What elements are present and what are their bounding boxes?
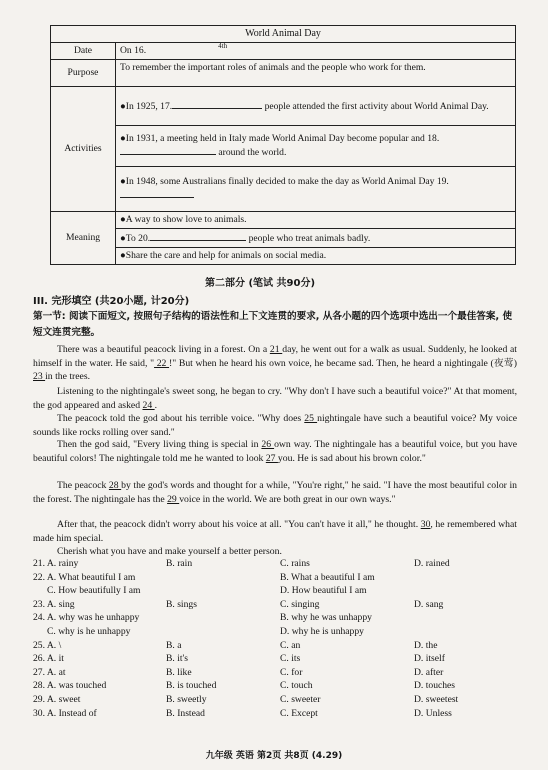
- option-25-d[interactable]: D. the: [414, 639, 438, 651]
- option-27-d[interactable]: D. after: [414, 666, 444, 678]
- meaning-2: ●To 20. people who treat animals badly.: [116, 229, 516, 248]
- activity-1: ●In 1925, 17. people attended the first activity about World Animal Day.: [116, 87, 516, 126]
- date-label: Date: [51, 43, 116, 60]
- option-24-b[interactable]: B. why he was unhappy: [280, 612, 372, 624]
- option-21-b[interactable]: B. rain: [166, 558, 193, 569]
- purpose-value: To remember the important roles of animals and the people who work for them.: [116, 60, 516, 87]
- question-24-cont: [33, 626, 517, 640]
- question-27: [33, 667, 517, 681]
- option-30-c[interactable]: C. Except: [280, 707, 318, 719]
- option-22-d[interactable]: D. How beautiful I am: [280, 585, 367, 597]
- option-23-c[interactable]: C. singing: [280, 598, 320, 610]
- blank-28[interactable]: 28: [108, 480, 122, 491]
- option-26-a[interactable]: 26. A. it: [33, 653, 64, 665]
- passage-paragraph-2: Listening to the nightingale's sweet song, he began to cry. "Why don't I have such a beautiful voice?" At that moment, the god appeared and asked 24 .: [33, 386, 517, 411]
- option-29-c[interactable]: C. sweeter: [280, 693, 321, 705]
- option-22-b[interactable]: B. What a beautiful I am: [280, 571, 375, 583]
- blank-19[interactable]: [120, 188, 194, 198]
- option-28-b[interactable]: B. is touched: [166, 680, 217, 692]
- option-24-a[interactable]: 24. A. why was he unhappy: [33, 612, 140, 624]
- blank-29[interactable]: 29: [167, 493, 180, 505]
- passage-paragraph-5: The peacock 28 by the god's words and thought for a while, "You're right," he said. "I have the most beautiful color in the forest. The nightingale has the 29 voice in the world. We are both great in our own ways.": [33, 480, 517, 505]
- date-superscript: 4th: [218, 42, 228, 50]
- question-28: [33, 680, 517, 694]
- option-23-b[interactable]: B. sings: [166, 598, 197, 610]
- option-30-b[interactable]: B. Instead: [166, 707, 205, 719]
- option-29-a[interactable]: 29. A. sweet: [33, 693, 81, 705]
- blank-22[interactable]: 22: [154, 357, 170, 369]
- option-23-d[interactable]: D. sang: [414, 598, 444, 610]
- blank-21[interactable]: 21: [269, 344, 283, 355]
- blank-26[interactable]: 26: [261, 439, 275, 450]
- option-27-c[interactable]: C. for: [280, 666, 303, 678]
- question-23: [33, 599, 517, 613]
- option-21-a[interactable]: 21. A. rainy: [33, 558, 79, 569]
- passage-paragraph-6: After that, the peacock didn't worry about his voice at all. "You can't have it all," he thought. 30, he remembered what made him special.: [33, 519, 517, 544]
- option-23-a[interactable]: 23. A. sing: [33, 598, 75, 610]
- option-25-b[interactable]: B. a: [166, 639, 182, 651]
- passage-paragraph-1: There was a beautiful peacock living in a forest. On a 21 day, he went out for a walk as usual. Suddenly, he looked at himself in the water. He said, " 22 !" But when he heard his own voice, he became sad. Then, he heard a nightingale (夜莺) 23 in the trees.: [33, 344, 517, 383]
- passage-paragraph-7: Cherish what you have and make yourself a better person.: [57, 546, 282, 557]
- option-28-c[interactable]: C. touch: [280, 680, 313, 692]
- blank-18[interactable]: [120, 145, 216, 155]
- blank-27[interactable]: 27: [265, 452, 278, 464]
- activities-label: Activities: [51, 87, 116, 212]
- question-22-cont: [33, 585, 517, 599]
- date-value: On 16. $^{4th}$: [116, 43, 516, 60]
- blank-24[interactable]: 24: [142, 399, 155, 411]
- option-30-d[interactable]: D. Unless: [414, 707, 452, 719]
- option-29-b[interactable]: B. sweetly: [166, 693, 207, 705]
- option-26-b[interactable]: B. it's: [166, 653, 188, 665]
- option-22-a[interactable]: 22. A. What beautiful I am: [33, 571, 136, 583]
- blank-25[interactable]: 25: [304, 413, 318, 424]
- world-animal-day-table: [50, 25, 516, 265]
- option-29-d[interactable]: D. sweetest: [414, 693, 459, 705]
- instruction-text: 第一节: 阅读下面短文, 按照句子结构的语法性和上下文连贯的要求, 从各小题的四个选项中选出一个最佳答案, 使短文连贯完整。: [33, 311, 513, 338]
- blank-20[interactable]: [150, 231, 246, 241]
- meaning-1: ●A way to show love to animals.: [116, 212, 516, 229]
- question-25: [33, 640, 517, 654]
- options-list: [33, 558, 517, 721]
- option-26-d[interactable]: D. itself: [414, 653, 445, 665]
- activity-3: ●In 1948, some Australians finally decided to make the day as World Animal Day 19.: [116, 167, 516, 212]
- option-25-a[interactable]: 25. A. \: [33, 639, 62, 651]
- meaning-3: ●Share the care and help for animals on social media.: [116, 248, 516, 265]
- option-27-b[interactable]: B. like: [166, 666, 192, 678]
- option-24-d[interactable]: D. why he is unhappy: [280, 625, 364, 637]
- question-26: [33, 653, 517, 667]
- question-30: [33, 708, 517, 722]
- section-three-heading: III. 完形填空 (共20小题, 计20分): [33, 296, 190, 307]
- blank-23[interactable]: 23: [33, 371, 46, 383]
- question-24: [33, 612, 517, 626]
- option-28-d[interactable]: D. touches: [414, 680, 456, 692]
- passage-paragraph-3: The peacock told the god about his terrible voice. "Why does 25 nightingale have such a beautiful voice? My voice sounds like rocks rolling over sand.": [33, 413, 517, 438]
- option-22-c[interactable]: C. How beautifully I am: [47, 585, 141, 597]
- blank-30[interactable]: 30: [420, 519, 431, 530]
- option-25-c[interactable]: C. an: [280, 639, 301, 651]
- option-24-c[interactable]: C. why is he unhappy: [47, 625, 131, 637]
- activity-2: ●In 1931, a meeting held in Italy made World Animal Day become popular and 18. around the world.: [116, 126, 516, 167]
- question-21: [33, 558, 517, 572]
- table-title: World Animal Day: [51, 26, 516, 43]
- option-21-d[interactable]: D. rained: [414, 558, 450, 569]
- option-27-a[interactable]: 27. A. at: [33, 666, 66, 678]
- purpose-label: Purpose: [51, 60, 116, 87]
- meaning-label: Meaning: [51, 212, 116, 265]
- option-30-a[interactable]: 30. A. Instead of: [33, 707, 97, 719]
- page-footer: 九年级 英语 第2页 共8页 (4.29): [205, 751, 343, 761]
- option-26-c[interactable]: C. its: [280, 653, 301, 665]
- option-28-a[interactable]: 28. A. was touched: [33, 680, 107, 692]
- question-29: [33, 694, 517, 708]
- option-21-c[interactable]: C. rains: [280, 558, 310, 569]
- question-22: [33, 572, 517, 586]
- blank-17[interactable]: [172, 99, 262, 109]
- passage-paragraph-4: Then the god said, "Every living thing is special in 26 own way. The nightingale has a beautiful voice, but you have beautiful colors! The nightingale told me he wanted to look 27 you. He is sad about his brown color.": [33, 439, 518, 464]
- part-two-heading: 第二部分 (笔试 共90分): [205, 278, 316, 289]
